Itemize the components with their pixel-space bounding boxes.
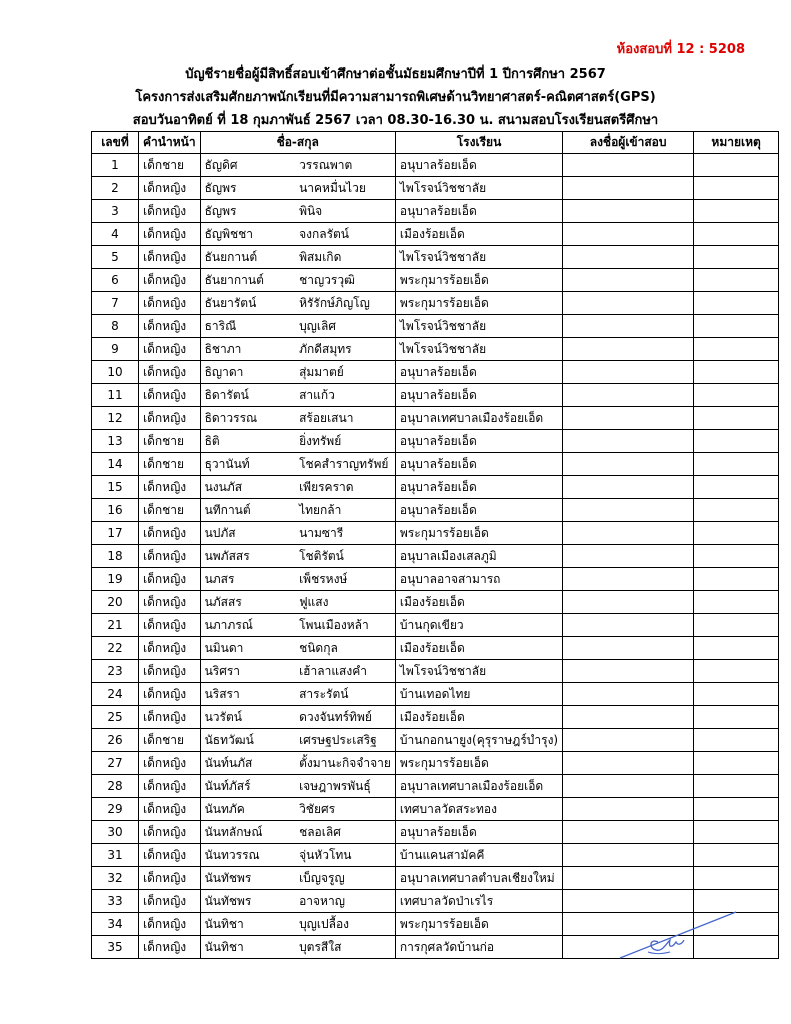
table-row <box>92 660 779 683</box>
row-prefix: เด็กหญิง <box>139 223 201 246</box>
row-school: อนุบาลร้อยเอ็ด <box>395 476 562 499</box>
row-first-name: นันท์ภัสร์ <box>200 775 295 798</box>
row-number: 16 <box>92 499 139 522</box>
row-note-cell <box>694 706 779 729</box>
row-school: อนุบาลเทศบาลตำบลเชียงใหม่ <box>395 867 562 890</box>
row-first-name: นภสร <box>200 568 295 591</box>
table-row <box>92 499 779 522</box>
row-first-name: นันทลักษณ์ <box>200 821 295 844</box>
row-school: ไพโรจน์วิชชาลัย <box>395 660 562 683</box>
row-prefix: เด็กหญิง <box>139 844 201 867</box>
row-note-cell <box>694 154 779 177</box>
candidate-table <box>91 131 779 959</box>
row-last-name: เฮ้าลาแสงคำ <box>295 660 395 683</box>
row-signature-cell <box>563 867 694 890</box>
row-prefix: เด็กหญิง <box>139 292 201 315</box>
row-last-name: ดวงจันทร์ทิพย์ <box>295 706 395 729</box>
row-last-name: เจษฎาพรพันธุ์ <box>295 775 395 798</box>
row-signature-cell <box>563 821 694 844</box>
row-number: 8 <box>92 315 139 338</box>
row-note-cell <box>694 476 779 499</box>
table-row <box>92 591 779 614</box>
row-signature-cell <box>563 706 694 729</box>
row-last-name: โชคสำราญทรัพย์ <box>295 453 395 476</box>
row-number: 32 <box>92 867 139 890</box>
row-first-name: นริศรา <box>200 660 295 683</box>
row-signature-cell <box>563 292 694 315</box>
row-last-name: โชติรัตน์ <box>295 545 395 568</box>
table-row <box>92 338 779 361</box>
row-prefix: เด็กหญิง <box>139 798 201 821</box>
row-signature-cell <box>563 798 694 821</box>
row-signature-cell <box>563 499 694 522</box>
row-prefix: เด็กหญิง <box>139 315 201 338</box>
column-header-name: ชื่อ-สกุล <box>200 132 395 154</box>
row-number: 9 <box>92 338 139 361</box>
row-first-name: นพภัสสร <box>200 545 295 568</box>
row-first-name: นภัสสร <box>200 591 295 614</box>
row-last-name: ไทยกล้า <box>295 499 395 522</box>
row-note-cell <box>694 545 779 568</box>
row-signature-cell <box>563 154 694 177</box>
table-row <box>92 177 779 200</box>
row-note-cell <box>694 637 779 660</box>
row-school: บ้านแคนสามัคคี <box>395 844 562 867</box>
row-note-cell <box>694 315 779 338</box>
row-prefix: เด็กหญิง <box>139 591 201 614</box>
row-first-name: ธิดารัตน์ <box>200 384 295 407</box>
row-note-cell <box>694 223 779 246</box>
row-last-name: หิรัรักษ์ภิญโญ <box>295 292 395 315</box>
row-last-name: ยิ่งทรัพย์ <box>295 430 395 453</box>
table-row <box>92 867 779 890</box>
row-prefix: เด็กหญิง <box>139 775 201 798</box>
row-first-name: นปภัส <box>200 522 295 545</box>
row-first-name: นทีกานต์ <box>200 499 295 522</box>
row-school: เมืองร้อยเอ็ด <box>395 637 562 660</box>
row-school: เมืองร้อยเอ็ด <box>395 591 562 614</box>
table-row <box>92 292 779 315</box>
row-first-name: ธิชาภา <box>200 338 295 361</box>
table-row <box>92 729 779 752</box>
row-number: 5 <box>92 246 139 269</box>
row-note-cell <box>694 591 779 614</box>
column-header-no: เลขที่ <box>92 132 139 154</box>
table-row <box>92 706 779 729</box>
row-school: อนุบาลร้อยเอ็ด <box>395 453 562 476</box>
row-signature-cell <box>563 453 694 476</box>
row-number: 15 <box>92 476 139 499</box>
table-row <box>92 269 779 292</box>
table-row <box>92 384 779 407</box>
row-last-name: วิชัยศร <box>295 798 395 821</box>
row-last-name: ฟูแสง <box>295 591 395 614</box>
row-school: การกุศลวัดบ้านก่อ <box>395 936 562 959</box>
row-school: พระกุมารร้อยเอ็ด <box>395 522 562 545</box>
column-header-prefix: คำนำหน้า <box>139 132 201 154</box>
row-prefix: เด็กหญิง <box>139 706 201 729</box>
row-last-name: สาแก้ว <box>295 384 395 407</box>
row-signature-cell <box>563 844 694 867</box>
row-last-name: สร้อยเสนา <box>295 407 395 430</box>
row-first-name: นภาภรณ์ <box>200 614 295 637</box>
table-row <box>92 798 779 821</box>
row-last-name: ตั้งมานะกิจจำจาย <box>295 752 395 775</box>
table-header-row <box>92 132 779 154</box>
row-last-name: ภักดีสมุทร <box>295 338 395 361</box>
row-school: อนุบาลเทศบาลเมืองร้อยเอ็ด <box>395 407 562 430</box>
row-note-cell <box>694 867 779 890</box>
row-first-name: ธาริณี <box>200 315 295 338</box>
row-last-name: พิสมเกิด <box>295 246 395 269</box>
row-school: อนุบาลเมืองเสลภูมิ <box>395 545 562 568</box>
table-row <box>92 407 779 430</box>
row-school: ไพโรจน์วิชชาลัย <box>395 315 562 338</box>
row-number: 22 <box>92 637 139 660</box>
row-prefix: เด็กหญิง <box>139 246 201 269</box>
row-note-cell <box>694 177 779 200</box>
table-row <box>92 430 779 453</box>
table-row <box>92 568 779 591</box>
row-first-name: นันทิชา <box>200 913 295 936</box>
row-school: พระกุมารร้อยเอ็ด <box>395 269 562 292</box>
row-number: 1 <box>92 154 139 177</box>
row-prefix: เด็กหญิง <box>139 936 201 959</box>
row-note-cell <box>694 269 779 292</box>
row-last-name: เพ็ชรหงษ์ <box>295 568 395 591</box>
row-number: 20 <box>92 591 139 614</box>
row-signature-cell <box>563 660 694 683</box>
row-signature-cell <box>563 614 694 637</box>
exam-room-label: ห้องสอบที่ 12 : 5208 <box>616 42 745 57</box>
row-signature-cell <box>563 637 694 660</box>
row-prefix: เด็กหญิง <box>139 660 201 683</box>
row-note-cell <box>694 200 779 223</box>
row-last-name: บุตรสีใส <box>295 936 395 959</box>
row-prefix: เด็กหญิง <box>139 522 201 545</box>
row-prefix: เด็กหญิง <box>139 867 201 890</box>
row-note-cell <box>694 752 779 775</box>
row-first-name: ธันยากานต์ <box>200 269 295 292</box>
row-first-name: นันทัชพร <box>200 867 295 890</box>
row-prefix: เด็กชาย <box>139 154 201 177</box>
row-number: 26 <box>92 729 139 752</box>
table-row <box>92 614 779 637</box>
table-row <box>92 637 779 660</box>
row-school: อนุบาลเทศบาลเมืองร้อยเอ็ด <box>395 775 562 798</box>
row-note-cell <box>694 384 779 407</box>
table-row <box>92 821 779 844</box>
row-last-name: สาระรัตน์ <box>295 683 395 706</box>
row-signature-cell <box>563 384 694 407</box>
row-prefix: เด็กชาย <box>139 453 201 476</box>
row-last-name: จุ่นหัวโทน <box>295 844 395 867</box>
row-note-cell <box>694 683 779 706</box>
row-school: บ้านกุดเขียว <box>395 614 562 637</box>
row-school: อนุบาลร้อยเอ็ด <box>395 200 562 223</box>
row-school: อนุบาลร้อยเอ็ด <box>395 154 562 177</box>
row-number: 6 <box>92 269 139 292</box>
row-signature-cell <box>563 315 694 338</box>
row-school: เมืองร้อยเอ็ด <box>395 706 562 729</box>
row-school: ไพโรจน์วิชชาลัย <box>395 338 562 361</box>
row-number: 18 <box>92 545 139 568</box>
row-signature-cell <box>563 223 694 246</box>
row-number: 27 <box>92 752 139 775</box>
row-signature-cell <box>563 775 694 798</box>
table-row <box>92 315 779 338</box>
row-number: 14 <box>92 453 139 476</box>
row-note-cell <box>694 821 779 844</box>
row-school: เมืองร้อยเอ็ด <box>395 223 562 246</box>
row-number: 28 <box>92 775 139 798</box>
row-first-name: ธิญาดา <box>200 361 295 384</box>
row-school: เทศบาลวัดป่าเรไร <box>395 890 562 913</box>
row-last-name: เบ็ญจรูญ <box>295 867 395 890</box>
row-number: 7 <box>92 292 139 315</box>
row-prefix: เด็กหญิง <box>139 361 201 384</box>
row-note-cell <box>694 775 779 798</box>
row-last-name: นามซารี <box>295 522 395 545</box>
row-last-name: นาคหมื่นไวย <box>295 177 395 200</box>
row-note-cell <box>694 729 779 752</box>
row-first-name: ธันยารัตน์ <box>200 292 295 315</box>
row-first-name: ธิติ <box>200 430 295 453</box>
signature-mark <box>618 908 738 964</box>
row-first-name: ธิดาวรรณ <box>200 407 295 430</box>
row-signature-cell <box>563 200 694 223</box>
row-prefix: เด็กหญิง <box>139 545 201 568</box>
row-number: 34 <box>92 913 139 936</box>
row-first-name: นันทภัค <box>200 798 295 821</box>
row-prefix: เด็กชาย <box>139 430 201 453</box>
row-school: อนุบาลร้อยเอ็ด <box>395 384 562 407</box>
row-prefix: เด็กหญิง <box>139 752 201 775</box>
row-prefix: เด็กหญิง <box>139 177 201 200</box>
row-last-name: บุญเปลื้อง <box>295 913 395 936</box>
table-row <box>92 223 779 246</box>
document-title: บัญชีรายชื่อผู้มีสิทธิ์สอบเข้าศึกษาต่อชั้นมัธยมศึกษาปีที่ 1 ปีการศึกษา 2567 <box>185 67 606 82</box>
row-first-name: ธันยกานต์ <box>200 246 295 269</box>
row-prefix: เด็กชาย <box>139 729 201 752</box>
row-first-name: นริสรา <box>200 683 295 706</box>
table-row <box>92 246 779 269</box>
row-number: 4 <box>92 223 139 246</box>
row-number: 21 <box>92 614 139 637</box>
row-first-name: ธัญพร <box>200 200 295 223</box>
row-number: 10 <box>92 361 139 384</box>
row-number: 29 <box>92 798 139 821</box>
row-signature-cell <box>563 177 694 200</box>
row-note-cell <box>694 844 779 867</box>
row-note-cell <box>694 338 779 361</box>
row-prefix: เด็กหญิง <box>139 384 201 407</box>
row-number: 35 <box>92 936 139 959</box>
row-last-name: ชาญวรวุฒิ <box>295 269 395 292</box>
row-note-cell <box>694 798 779 821</box>
row-signature-cell <box>563 338 694 361</box>
row-last-name: โพนเมืองหล้า <box>295 614 395 637</box>
row-number: 17 <box>92 522 139 545</box>
row-school: บ้านเทอดไทย <box>395 683 562 706</box>
row-note-cell <box>694 246 779 269</box>
row-first-name: ธัญพร <box>200 177 295 200</box>
row-last-name: สุ่มมาตย์ <box>295 361 395 384</box>
row-note-cell <box>694 614 779 637</box>
row-prefix: เด็กหญิง <box>139 913 201 936</box>
row-number: 33 <box>92 890 139 913</box>
row-school: ไพโรจน์วิชชาลัย <box>395 246 562 269</box>
row-signature-cell <box>563 361 694 384</box>
row-prefix: เด็กหญิง <box>139 637 201 660</box>
row-number: 3 <box>92 200 139 223</box>
row-school: อนุบาลร้อยเอ็ด <box>395 430 562 453</box>
row-number: 19 <box>92 568 139 591</box>
row-last-name: เศรษฐประเสริฐ <box>295 729 395 752</box>
row-last-name: บุญเลิศ <box>295 315 395 338</box>
row-school: พระกุมารร้อยเอ็ด <box>395 292 562 315</box>
row-first-name: ธุวานันท์ <box>200 453 295 476</box>
row-prefix: เด็กหญิง <box>139 269 201 292</box>
table-row <box>92 154 779 177</box>
row-number: 25 <box>92 706 139 729</box>
row-prefix: เด็กหญิง <box>139 407 201 430</box>
row-prefix: เด็กชาย <box>139 499 201 522</box>
row-signature-cell <box>563 752 694 775</box>
table-row <box>92 453 779 476</box>
row-number: 31 <box>92 844 139 867</box>
table-row <box>92 361 779 384</box>
row-note-cell <box>694 660 779 683</box>
row-note-cell <box>694 361 779 384</box>
row-first-name: ธัญพิชชา <box>200 223 295 246</box>
row-first-name: นันทวรรณ <box>200 844 295 867</box>
row-first-name: นวรัตน์ <box>200 706 295 729</box>
row-last-name: ชนิดกุล <box>295 637 395 660</box>
row-signature-cell <box>563 591 694 614</box>
column-header-note: หมายเหตุ <box>694 132 779 154</box>
row-first-name: นมินดา <box>200 637 295 660</box>
row-school: อนุบาลอาจสามารถ <box>395 568 562 591</box>
row-last-name: อาจหาญ <box>295 890 395 913</box>
row-prefix: เด็กหญิง <box>139 476 201 499</box>
row-signature-cell <box>563 545 694 568</box>
row-note-cell <box>694 522 779 545</box>
row-first-name: นันทัชพร <box>200 890 295 913</box>
row-prefix: เด็กหญิง <box>139 200 201 223</box>
row-note-cell <box>694 430 779 453</box>
row-prefix: เด็กหญิง <box>139 338 201 361</box>
row-number: 12 <box>92 407 139 430</box>
row-number: 30 <box>92 821 139 844</box>
table-row <box>92 775 779 798</box>
row-last-name: พินิจ <box>295 200 395 223</box>
table-row <box>92 522 779 545</box>
row-school: อนุบาลร้อยเอ็ด <box>395 499 562 522</box>
row-first-name: นันท์นภัส <box>200 752 295 775</box>
row-note-cell <box>694 292 779 315</box>
row-number: 11 <box>92 384 139 407</box>
row-school: พระกุมารร้อยเอ็ด <box>395 752 562 775</box>
row-school: อนุบาลร้อยเอ็ด <box>395 361 562 384</box>
row-note-cell <box>694 499 779 522</box>
row-prefix: เด็กหญิง <box>139 614 201 637</box>
row-signature-cell <box>563 430 694 453</box>
row-number: 23 <box>92 660 139 683</box>
exam-date-venue: สอบวันอาทิตย์ ที่ 18 กุมภาพันธ์ 2567 เวลา 08.30-16.30 น. สนามสอบโรงเรียนสตรีศึกษา <box>132 113 659 128</box>
row-number: 13 <box>92 430 139 453</box>
row-signature-cell <box>563 246 694 269</box>
row-first-name: นงนภัส <box>200 476 295 499</box>
table-row <box>92 545 779 568</box>
table-row <box>92 200 779 223</box>
project-title: โครงการส่งเสริมศักยภาพนักเรียนที่มีความสามารถพิเศษด้านวิทยาศาสตร์-คณิตศาสตร์(GPS) <box>135 90 656 105</box>
row-first-name: นันทิชา <box>200 936 295 959</box>
table-row <box>92 844 779 867</box>
row-signature-cell <box>563 269 694 292</box>
row-number: 24 <box>92 683 139 706</box>
row-first-name: นัธทวัฒน์ <box>200 729 295 752</box>
table-row <box>92 476 779 499</box>
row-school: พระกุมารร้อยเอ็ด <box>395 913 562 936</box>
row-prefix: เด็กหญิง <box>139 683 201 706</box>
row-prefix: เด็กหญิง <box>139 890 201 913</box>
row-school: ไพโรจน์วิชชาลัย <box>395 177 562 200</box>
row-signature-cell <box>563 568 694 591</box>
row-number: 2 <box>92 177 139 200</box>
row-last-name: เพียรคราด <box>295 476 395 499</box>
row-last-name: จงกลรัตน์ <box>295 223 395 246</box>
row-prefix: เด็กหญิง <box>139 568 201 591</box>
row-prefix: เด็กหญิง <box>139 821 201 844</box>
row-note-cell <box>694 407 779 430</box>
row-last-name: วรรณพาต <box>295 154 395 177</box>
row-signature-cell <box>563 683 694 706</box>
column-header-signature: ลงชื่อผู้เข้าสอบ <box>563 132 694 154</box>
table-row <box>92 683 779 706</box>
row-school: อนุบาลร้อยเอ็ด <box>395 821 562 844</box>
row-school: เทศบาลวัดสระทอง <box>395 798 562 821</box>
row-signature-cell <box>563 729 694 752</box>
row-last-name: ชลอเลิศ <box>295 821 395 844</box>
table-row <box>92 752 779 775</box>
row-signature-cell <box>563 522 694 545</box>
row-signature-cell <box>563 476 694 499</box>
row-note-cell <box>694 453 779 476</box>
row-note-cell <box>694 568 779 591</box>
row-signature-cell <box>563 407 694 430</box>
column-header-school: โรงเรียน <box>395 132 562 154</box>
row-school: บ้านกอกนายูง(คุรุราษฎร์บำรุง) <box>395 729 562 752</box>
row-first-name: ธัญดิศ <box>200 154 295 177</box>
